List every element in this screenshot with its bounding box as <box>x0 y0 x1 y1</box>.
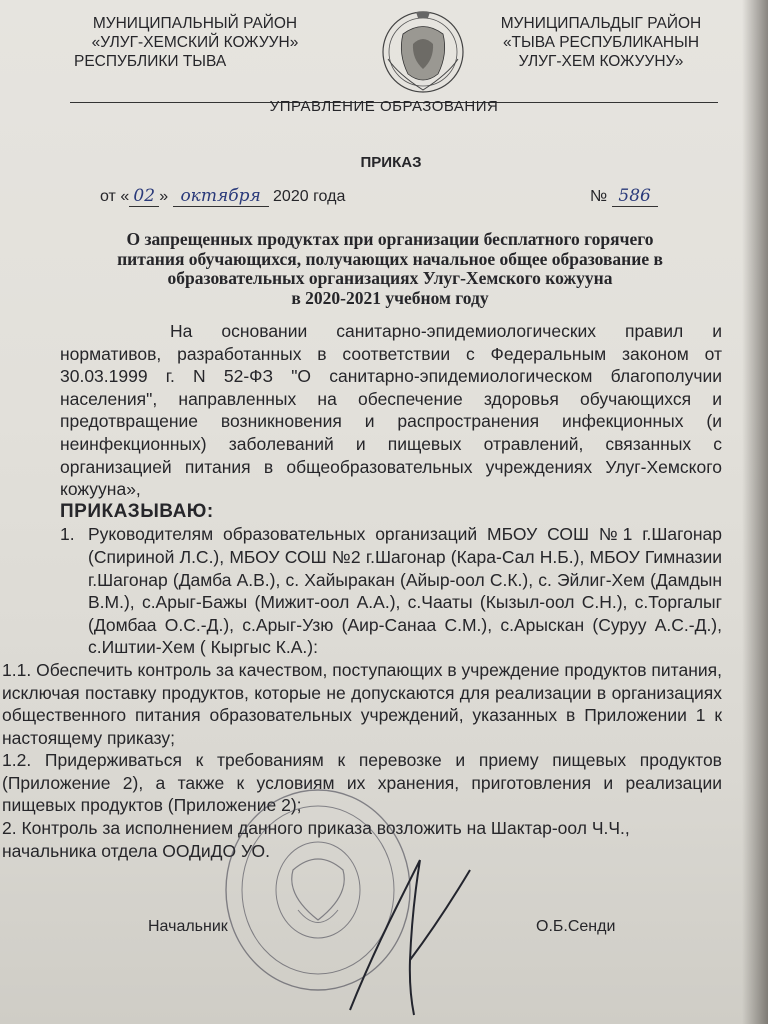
subject-line-3: образовательных организациях Улуг-Хемского кожууна <box>167 268 613 288</box>
order-item-1 <box>60 523 722 659</box>
subject-line-2: питания обучающихся, получающих начальное общее образование в <box>117 248 663 269</box>
item-1-1-number: 1.1. <box>2 659 32 680</box>
item-1-number: 1. <box>60 524 75 545</box>
header-right-line-1: МУНИЦИПАЛЬДЫГ РАЙОН <box>500 15 702 32</box>
item-2-text: Контроль за исполнением данного приказа возложить на Шактар-оол Ч.Ч., начальника отдела ООДиДО УО. <box>2 818 630 861</box>
page-edge-shadow <box>742 0 768 1024</box>
number-label: № <box>590 188 608 205</box>
handwritten-signature <box>340 840 480 1020</box>
item-1-text: Руководителям образовательных организаций МБОУ СОШ №1 г.Шагонар (Спириной Л.С.), МБОУ СОШ №2 г.Шагонар (Кара-Сал Н.Б.), МБОУ Гимназии г.Шагонар (Дамба А.В.), с. Хайыракан (Айыр-оол С.К.), с. Эйлиг-Хем (Дамдын В.М.), с.Арыг-Бажы (Мижит-оол А.А.), с.Чааты (Кызыл-оол С.Н.), с.Торгалыг (Домбаа О.С.-Д.), с.Арыг-Узю (Аир-Санаа С.М.), с.Арыскан (Суруу А.С.-Д.), с.Иштии-Хем ( Кыргыс К.А.): <box>88 524 722 658</box>
signatory-name: О.Б.Сенди <box>536 918 616 935</box>
order-date <box>100 186 345 207</box>
preamble: На основании санитарно-эпидемиологических правил и нормативов, разработанных в соответствии с Федеральным законом от 30.03.1999 г. N 52-ФЗ "О санитарно-эпидемиологическом благополучии населения", направленных на обеспечение здоровья обучающихся и предотвращение возникновения и распространения инфекционных (и неинфекционных) заболеваний и пищевых отравлений, связанных с организацией питания в общеобразовательных учреждениях Улуг-Хемского кожууна», <box>60 321 722 500</box>
signatory-position: Начальник <box>148 918 228 935</box>
item-1-2-text: Придерживаться к требованиям к перевозке и приему пищевых продуктов (Приложение 2), а также к условиям их хранения, приготовления и реализации пищевых продуктов (Приложение 2); <box>2 750 722 816</box>
date-year: 2020 года <box>273 188 346 205</box>
coat-of-arms-emblem <box>368 4 478 104</box>
item-2-number: 2. <box>2 818 17 839</box>
order-subject <box>60 230 720 308</box>
department-name: УПРАВЛЕНИЕ ОБРАЗОВАНИЯ <box>269 98 499 115</box>
subject-line-4: в 2020-2021 учебном году <box>291 287 489 308</box>
header-left <box>70 14 320 71</box>
date-month: октября <box>173 186 269 207</box>
header-right <box>476 14 726 71</box>
date-mid: » <box>159 188 169 205</box>
order-title: ПРИКАЗ <box>360 154 422 171</box>
number-value: 586 <box>612 186 658 207</box>
header-right-line-3: УЛУГ-ХЕМ КОЖУУНУ» <box>518 53 684 70</box>
header-left-line-1: МУНИЦИПАЛЬНЫЙ РАЙОН <box>92 15 298 32</box>
decree-heading: ПРИКАЗЫВАЮ: <box>60 500 214 522</box>
date-day: 02 <box>129 186 159 207</box>
item-1-1-text: Обеспечить контроль за качеством, поступающих в учреждение продуктов питания, исключая поставку продуктов, которые не допускаются для реализации в организациях общественного питания образовательных учреждений, указанных в Приложении 1 к настоящему приказу; <box>2 659 722 748</box>
header-right-line-2: «ТЫВА РЕСПУБЛИКАНЫН <box>502 34 700 51</box>
subject-line-1: О запрещенных продуктах при организации бесплатного горячего <box>126 229 654 249</box>
order-number <box>590 186 658 207</box>
order-item-1-1 <box>2 659 722 749</box>
header-left-line-2: «УЛУГ-ХЕМСКИЙ КОЖУУН» <box>91 34 299 51</box>
header-left-line-3: РЕСПУБЛИКИ ТЫВА <box>74 53 227 70</box>
date-prefix: от « <box>100 188 130 205</box>
item-1-2-number: 1.2. <box>2 750 32 771</box>
